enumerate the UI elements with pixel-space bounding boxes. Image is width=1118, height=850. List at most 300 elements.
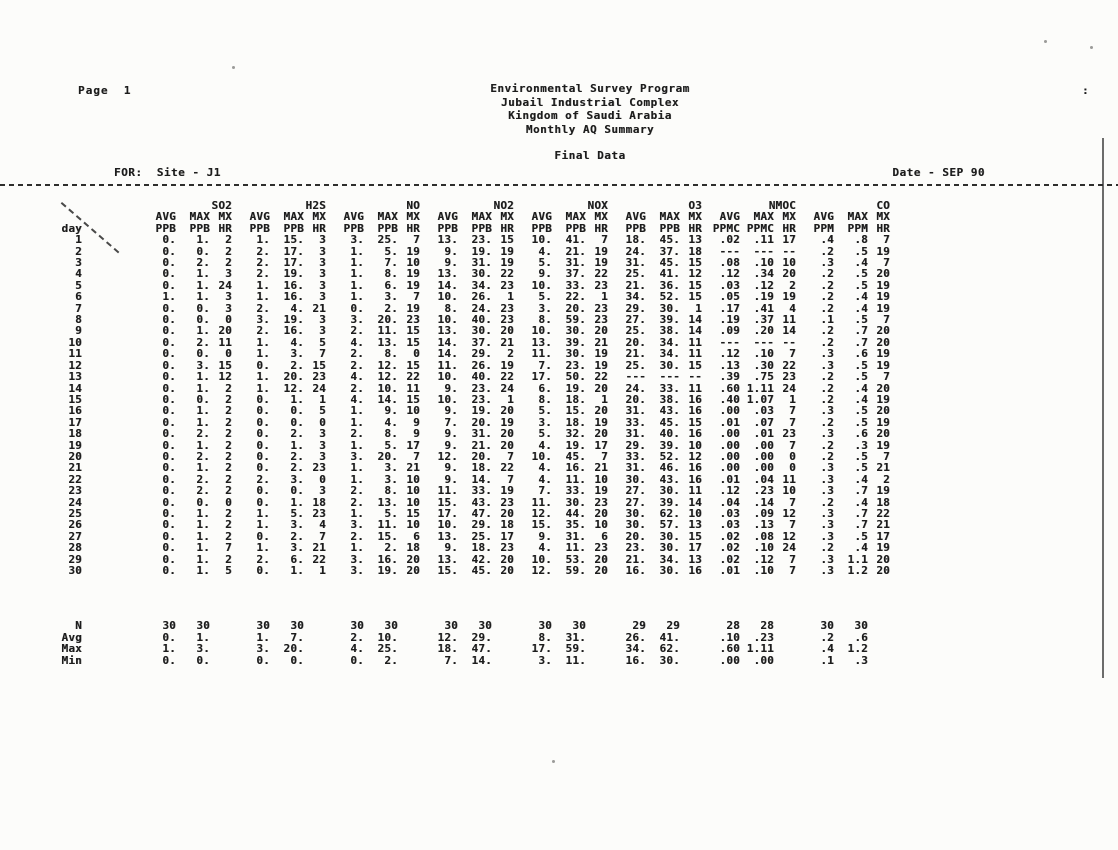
summary-cell: 1.	[162, 642, 176, 656]
table-cell: 0.	[162, 313, 176, 327]
table-cell: 16.	[377, 552, 398, 566]
summary-cell	[492, 632, 514, 643]
table-cell: .12	[753, 278, 774, 292]
table-cell: 17.	[531, 370, 552, 384]
table-cell: 7	[789, 564, 796, 577]
table-cell: 0.	[256, 564, 270, 577]
table-cell: 0.	[290, 415, 304, 429]
unit-header-cell: HR	[500, 221, 514, 235]
spacer-cell	[82, 394, 138, 405]
table-cell: 30.	[471, 267, 492, 281]
table-cell: .17	[719, 301, 740, 315]
table-cell: .3	[820, 427, 834, 441]
table-cell: 3	[319, 324, 326, 338]
summary-cell: 30	[162, 619, 176, 633]
table-cell: 36.	[659, 278, 680, 292]
table-cell: ---	[719, 335, 740, 349]
table-cell: 2.	[384, 301, 398, 315]
table-cell: 30.	[565, 324, 586, 338]
unit-header-cell: PPMC	[746, 221, 774, 235]
date-label: Date - SEP 90	[892, 166, 985, 179]
table-cell: 3	[319, 427, 326, 441]
summary-label: Avg	[61, 630, 82, 644]
table-cell: .3	[820, 506, 834, 520]
table-cell: 2	[789, 278, 796, 292]
table-cell: 8.	[538, 313, 552, 327]
table-cell: 19	[406, 244, 420, 258]
spacer-cell	[82, 643, 138, 654]
table-cell: .2	[820, 267, 834, 281]
table-cell: 1.	[196, 404, 210, 418]
table-cell: 0.	[256, 449, 270, 463]
spacer-cell	[82, 554, 138, 565]
table-row-day-30	[52, 565, 890, 576]
table-cell: 21.	[625, 552, 646, 566]
table-cell: 18.	[565, 415, 586, 429]
table-cell: 1	[507, 290, 514, 304]
table-cell: 33.	[565, 278, 586, 292]
table-cell: 1.	[196, 541, 210, 555]
table-cell: 10.	[437, 290, 458, 304]
stat-header-cell: AVG	[155, 210, 176, 224]
table-cell: 15	[688, 278, 702, 292]
table-cell: .2	[820, 278, 834, 292]
spacer-cell	[82, 451, 138, 462]
table-cell: .6	[854, 347, 868, 361]
table-cell: 16.	[565, 461, 586, 475]
table-cell: 10	[594, 518, 608, 532]
table-cell: .09	[719, 324, 740, 338]
spacer-cell	[82, 440, 138, 451]
table-cell: .03	[719, 518, 740, 532]
table-cell: 1.	[290, 495, 304, 509]
summary-cell: 1.	[256, 630, 270, 644]
table-cell: .3	[854, 438, 868, 452]
summary-cell	[868, 643, 890, 654]
table-cell: 39.	[659, 495, 680, 509]
table-cell: 22	[312, 552, 326, 566]
table-cell: 3	[319, 313, 326, 327]
table-cell: .2	[820, 392, 834, 406]
table-cell: 30.	[659, 564, 680, 577]
table-cell: 24	[782, 541, 796, 555]
table-cell: 0.	[256, 427, 270, 441]
stat-header-cell: MX	[312, 210, 326, 224]
summary-cell: 25.	[377, 642, 398, 656]
table-cell: 0.	[162, 324, 176, 338]
table-cell: 20	[876, 427, 890, 441]
table-cell: 8.	[384, 347, 398, 361]
spacer-cell	[82, 280, 138, 291]
table-cell: 11	[688, 381, 702, 395]
table-cell: 23	[594, 278, 608, 292]
summary-cell: 62.	[659, 642, 680, 656]
stat-header-cell: AVG	[437, 210, 458, 224]
table-cell: 1.	[196, 267, 210, 281]
day-cell: 28	[68, 541, 82, 555]
table-cell: 12	[688, 449, 702, 463]
table-cell: 19	[876, 392, 890, 406]
table-cell: 40.	[659, 427, 680, 441]
day-cell: 8	[75, 313, 82, 327]
table-cell: 34.	[471, 278, 492, 292]
table-cell: ---	[753, 244, 774, 258]
table-cell: 10	[406, 404, 420, 418]
table-cell: 37.	[565, 267, 586, 281]
table-cell: .2	[820, 449, 834, 463]
table-cell: 4.	[290, 301, 304, 315]
summary-cell	[774, 632, 796, 643]
table-cell: 1.	[256, 370, 270, 384]
table-cell: 0.	[256, 495, 270, 509]
table-cell: 0.	[162, 267, 176, 281]
table-cell: 7	[601, 449, 608, 463]
summary-cell: 17.	[531, 642, 552, 656]
table-cell: 1.	[196, 415, 210, 429]
table-cell: .30	[753, 358, 774, 372]
report-title-block	[310, 82, 870, 163]
table-cell: 8.	[538, 392, 552, 406]
table-cell: 20	[594, 506, 608, 520]
table-cell: 6	[413, 529, 420, 543]
table-cell: 32.	[565, 427, 586, 441]
table-cell: 2.	[290, 449, 304, 463]
table-cell: 1.	[350, 438, 364, 452]
table-cell: 11.	[437, 484, 458, 498]
table-cell: 10	[688, 438, 702, 452]
table-cell: 0	[789, 449, 796, 463]
summary-cell: .6	[854, 630, 868, 644]
table-cell: .5	[854, 278, 868, 292]
table-cell: 33.	[625, 415, 646, 429]
table-cell: 24	[500, 381, 514, 395]
table-cell: 23	[782, 370, 796, 384]
table-cell: 9.	[444, 438, 458, 452]
table-cell: 1.	[196, 552, 210, 566]
table-cell: 4.	[290, 335, 304, 349]
table-cell: 0.	[162, 484, 176, 498]
table-cell: 13.	[531, 335, 552, 349]
table-cell: 14.	[471, 472, 492, 486]
table-cell: 13.	[437, 529, 458, 543]
table-cell: 0.	[162, 278, 176, 292]
table-cell: .2	[820, 244, 834, 258]
table-cell: 20	[876, 267, 890, 281]
summary-cell: 30	[290, 619, 304, 633]
table-cell: 21	[500, 335, 514, 349]
table-cell: 0.	[162, 335, 176, 349]
spacer-cell	[82, 291, 138, 302]
table-cell: 1.07	[746, 392, 774, 406]
summary-cell	[492, 643, 514, 654]
table-cell: 0.	[256, 484, 270, 498]
table-cell: .3	[820, 358, 834, 372]
table-cell: 44.	[565, 506, 586, 520]
table-cell: 2	[225, 472, 232, 486]
table-cell: --	[782, 244, 796, 258]
table-cell: .2	[820, 324, 834, 338]
table-cell: 2	[225, 415, 232, 429]
summary-cell: 0.	[162, 653, 176, 667]
table-cell: 1.	[256, 290, 270, 304]
table-cell: 1	[789, 392, 796, 406]
table-cell: 13.	[377, 495, 398, 509]
unit-header-cell: PPB	[377, 221, 398, 235]
summary-cell	[210, 643, 232, 654]
table-cell: 2.	[290, 529, 304, 543]
column-group-no2: NO2	[493, 199, 514, 212]
table-cell: 2.	[350, 381, 364, 395]
table-cell: 2.	[256, 472, 270, 486]
table-cell: 30.	[659, 541, 680, 555]
table-cell: 38.	[659, 392, 680, 406]
table-cell: 40.	[471, 370, 492, 384]
table-cell: .8	[854, 233, 868, 247]
table-cell: 0.	[162, 244, 176, 258]
table-cell: 27.	[625, 484, 646, 498]
table-cell: 10.	[437, 392, 458, 406]
table-cell: 31.	[471, 427, 492, 441]
table-cell: 2.	[196, 256, 210, 270]
summary-cell: 28	[760, 619, 774, 633]
day-cell: 15	[68, 392, 82, 406]
table-cell: 0	[225, 495, 232, 509]
table-cell: 0.	[162, 370, 176, 384]
table-cell: 19	[500, 358, 514, 372]
table-cell: 20	[500, 427, 514, 441]
table-cell: 1	[601, 392, 608, 406]
table-cell: 50.	[565, 370, 586, 384]
table-cell: 30.	[659, 529, 680, 543]
summary-cell	[774, 643, 796, 654]
table-cell: 14.	[437, 347, 458, 361]
table-cell: 19	[876, 301, 890, 315]
table-cell: 20	[876, 404, 890, 418]
summary-cell: 0.	[196, 653, 210, 667]
table-cell: 2.	[256, 256, 270, 270]
summary-cell: 1.	[196, 630, 210, 644]
summary-cell	[492, 620, 514, 631]
table-cell: 0.	[196, 495, 210, 509]
table-cell: .1	[820, 313, 834, 327]
table-cell: 9.	[444, 256, 458, 270]
table-cell: 2	[225, 484, 232, 498]
table-cell: 7	[601, 233, 608, 247]
table-cell: 11.	[565, 472, 586, 486]
table-cell: 5	[319, 335, 326, 349]
table-cell: .00	[753, 438, 774, 452]
table-cell: .01	[719, 472, 740, 486]
table-cell: 7	[789, 404, 796, 418]
day-cell: 27	[68, 529, 82, 543]
table-cell: .09	[753, 506, 774, 520]
table-cell: .5	[854, 529, 868, 543]
table-cell: 13	[688, 552, 702, 566]
table-cell: 19	[406, 267, 420, 281]
table-cell: 5	[319, 404, 326, 418]
table-cell: 0	[319, 415, 326, 429]
summary-cell	[868, 620, 890, 631]
table-cell: 2	[225, 256, 232, 270]
table-cell: .60	[719, 381, 740, 395]
summary-cell: 3.	[196, 642, 210, 656]
summary-cell: 30	[384, 619, 398, 633]
spacer-cell	[82, 462, 138, 473]
table-cell: 23.	[471, 392, 492, 406]
table-cell: 7	[883, 233, 890, 247]
table-cell: 0.	[162, 358, 176, 372]
table-cell: 15.	[437, 495, 458, 509]
summary-cell	[586, 632, 608, 643]
table-cell: 1.	[256, 278, 270, 292]
summary-cell: .10	[719, 630, 740, 644]
table-cell: 1.	[256, 233, 270, 247]
table-cell: 4.	[538, 244, 552, 258]
unit-header-cell: HR	[876, 221, 890, 235]
summary-label: Max	[61, 642, 82, 656]
stat-header-cell: MAX	[753, 210, 774, 224]
table-cell: 23	[312, 461, 326, 475]
scan-speck	[552, 760, 555, 763]
summary-cell: 3.	[538, 653, 552, 667]
table-cell: .2	[820, 381, 834, 395]
table-cell: 3	[319, 256, 326, 270]
table-cell: 30.	[625, 506, 646, 520]
summary-cell: 0.	[350, 653, 364, 667]
table-cell: 0.	[162, 529, 176, 543]
day-cell: 16	[68, 404, 82, 418]
final-data-label: Final Data	[554, 149, 626, 162]
table-cell: 30.	[471, 324, 492, 338]
table-cell: 0.	[162, 427, 176, 441]
table-cell: 13.	[377, 335, 398, 349]
stat-header-cell: MAX	[847, 210, 868, 224]
table-cell: 1.	[350, 472, 364, 486]
table-cell: 1.	[256, 518, 270, 532]
stat-header-cell: AVG	[625, 210, 646, 224]
table-cell: .4	[854, 472, 868, 486]
table-cell: 0.	[162, 381, 176, 395]
table-cell: 19	[500, 256, 514, 270]
table-cell: 2.	[350, 495, 364, 509]
stat-header-cell: MX	[688, 210, 702, 224]
spacer-cell	[82, 337, 138, 348]
table-cell: 21	[876, 461, 890, 475]
table-cell: 15	[218, 358, 232, 372]
table-cell: 1.	[196, 324, 210, 338]
table-cell: 30.	[625, 518, 646, 532]
table-cell: 18.	[565, 392, 586, 406]
table-cell: 17	[500, 529, 514, 543]
spacer-cell	[82, 508, 138, 519]
table-cell: .00	[719, 404, 740, 418]
scan-stray-mark: :	[1082, 84, 1089, 97]
stat-header-cell: MAX	[283, 210, 304, 224]
table-cell: 3.	[290, 541, 304, 555]
table-cell: .41	[753, 301, 774, 315]
table-cell: 1.	[196, 370, 210, 384]
table-cell: 43.	[471, 495, 492, 509]
day-cell: 17	[68, 415, 82, 429]
day-cell: 13	[68, 370, 82, 384]
table-cell: 0.	[350, 301, 364, 315]
table-cell: 21.	[625, 278, 646, 292]
summary-cell	[586, 620, 608, 631]
table-cell: 2.	[256, 552, 270, 566]
table-cell: 2.	[256, 301, 270, 315]
table-cell: .12	[719, 267, 740, 281]
table-cell: .2	[820, 370, 834, 384]
table-cell: 6.	[290, 552, 304, 566]
table-cell: 19	[782, 290, 796, 304]
unit-header-cell: HR	[688, 221, 702, 235]
table-cell: 26.	[471, 358, 492, 372]
table-row-day-1	[52, 234, 890, 245]
table-cell: 15	[688, 415, 702, 429]
table-cell: .4	[854, 256, 868, 270]
table-cell: 3.	[384, 290, 398, 304]
spacer-cell	[82, 257, 138, 268]
table-cell: 20	[500, 506, 514, 520]
table-cell: 22	[876, 506, 890, 520]
table-cell: .00	[719, 461, 740, 475]
table-cell: 19.	[283, 267, 304, 281]
summary-cell	[680, 655, 702, 666]
table-row-day-16	[52, 405, 890, 416]
table-cell: 29.	[471, 518, 492, 532]
table-cell: .3	[820, 552, 834, 566]
table-cell: .4	[854, 301, 868, 315]
table-cell: 1.2	[847, 564, 868, 577]
table-cell: .4	[854, 495, 868, 509]
table-cell: 19	[876, 438, 890, 452]
table-cell: 20.	[565, 301, 586, 315]
table-cell: 9.	[444, 472, 458, 486]
table-cell: 1.	[196, 518, 210, 532]
table-cell: .5	[854, 313, 868, 327]
table-cell: 3.	[256, 313, 270, 327]
table-cell: 23	[500, 313, 514, 327]
table-cell: 25.	[625, 324, 646, 338]
table-cell: 0.	[162, 564, 176, 577]
table-cell: 2.	[196, 335, 210, 349]
table-cell: 20	[500, 552, 514, 566]
table-cell: 3.	[350, 313, 364, 327]
table-cell: 7	[319, 347, 326, 361]
table-cell: 3.	[384, 461, 398, 475]
day-cell: 19	[68, 438, 82, 452]
table-cell: 31.	[625, 404, 646, 418]
scan-edge-line	[1102, 138, 1104, 678]
table-cell: 0.	[162, 518, 176, 532]
summary-cell	[304, 643, 326, 654]
table-cell: 7	[413, 233, 420, 247]
table-cell: 1	[695, 301, 702, 315]
table-cell: 24	[312, 381, 326, 395]
table-cell: 0.	[162, 495, 176, 509]
summary-label: N	[75, 619, 82, 633]
table-cell: 20.	[625, 392, 646, 406]
unit-header-cell: HR	[218, 221, 232, 235]
table-cell: 7	[507, 472, 514, 486]
table-cell: .13	[753, 518, 774, 532]
table-cell: 11	[688, 484, 702, 498]
table-cell: .5	[854, 404, 868, 418]
table-cell: 1.	[196, 564, 210, 577]
summary-cell: 20.	[283, 642, 304, 656]
table-cell: 16	[688, 427, 702, 441]
table-cell: 19	[500, 484, 514, 498]
